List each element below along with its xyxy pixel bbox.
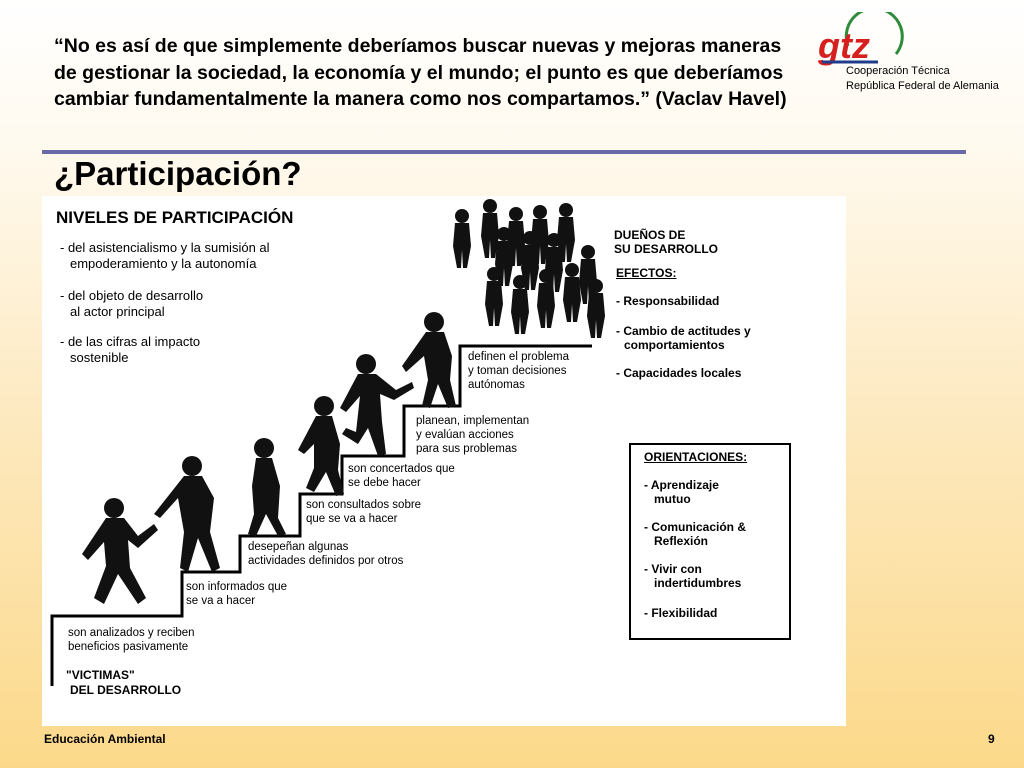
levels-item-3: - de las cifras al impacto sostenible xyxy=(60,334,201,365)
effects-item-3: - Capacidades locales xyxy=(616,366,742,380)
step-label-5: son concertados que se debe hacer xyxy=(348,463,455,489)
org-line-1: Cooperación Técnica xyxy=(846,65,950,77)
orientations-item-3: - Vivir con indertidumbres xyxy=(644,562,742,590)
quote-text: “No es así de que simplemente deberíamos buscar nuevas y mejoras maneras de gestionar la sociedad, la economía y el mundo; el punto es que deberíamos cambiar fundamentalmente la manera como nos compartamos.” (Vaclav Havel) xyxy=(54,35,787,110)
step-label-4: son consultados sobre que se va a hacer xyxy=(306,499,422,525)
step-label-7: definen el problema y toman decisiones autónomas xyxy=(468,351,570,391)
orientations-item-2: - Comunicación & Reflexión xyxy=(644,520,747,548)
effects-item-1: - Responsabilidad xyxy=(616,294,720,308)
owners-label: DUEÑOS DE SU DESARROLLO xyxy=(614,228,719,256)
diagram-heading: NIVELES DE PARTICIPACIÓN xyxy=(56,208,294,227)
participation-diagram xyxy=(42,196,846,726)
victims-label: "VICTIMAS" DEL DESARROLLO xyxy=(66,668,182,697)
footer-page-number: 9 xyxy=(988,732,995,746)
owners-crowd xyxy=(453,199,605,338)
title-divider xyxy=(42,150,966,154)
gtz-logo xyxy=(808,12,1008,102)
levels-item-1: - del asistencialismo y la sumisión al empoderamiento y la autonomía xyxy=(60,240,270,271)
org-line-2: República Federal de Alemania xyxy=(846,80,999,92)
footer-course: Educación Ambiental xyxy=(44,732,166,746)
step-label-6: planean, implementan y evalúan acciones para sus problemas xyxy=(416,415,530,455)
effects-item-2: - Cambio de actitudes y comportamientos xyxy=(616,324,751,352)
step-label-3: desepeñan algunas actividades definidos por otros xyxy=(248,541,404,567)
step-label-2: son informados que se va a hacer xyxy=(186,581,288,607)
orientations-heading: ORIENTACIONES: xyxy=(644,450,748,464)
levels-item-2: - del objeto de desarrollo al actor principal xyxy=(60,288,204,319)
orientations-item-1: - Aprendizaje mutuo xyxy=(644,478,719,506)
svg-text:gtz: gtz xyxy=(818,25,870,66)
effects-heading: EFECTOS: xyxy=(616,266,677,280)
step-label-1: son analizados y reciben beneficios pasivamente xyxy=(68,627,195,653)
gtz-logo-mark xyxy=(808,12,1008,72)
orientations-item-4: - Flexibilidad xyxy=(644,606,718,620)
page-title: ¿Participación? xyxy=(54,155,302,192)
